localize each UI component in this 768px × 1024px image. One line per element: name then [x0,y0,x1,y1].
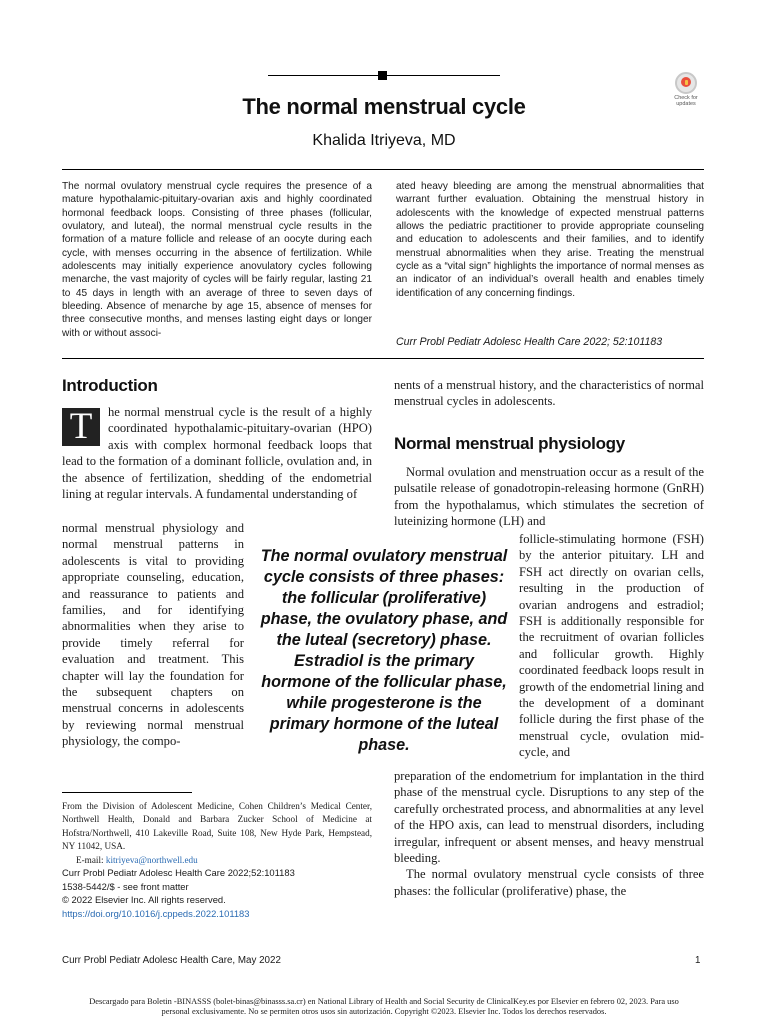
abstract-citation: Curr Probl Pediatr Adolesc Health Care 2022; 52:101183 [396,336,663,348]
drop-cap: T [62,408,100,446]
abstract-top-rule [62,169,704,170]
page-number: 1 [695,955,701,966]
section-heading-physiology: Normal menstrual physiology [394,434,625,453]
journal-reference: Curr Probl Pediatr Adolesc Health Care 2022;52:101183 [62,867,295,878]
affiliation-text: From the Division of Adolescent Medicine, Cohen Children’s Medical Center, Northwell Health, Donald and Barbara Zucker School of Medicine at Hofstra/Northwell, 410 Lakeville Road, Suite 108, New Hyde Park, Hempstead, NY 11042, USA. [62,801,372,852]
intro-paragraph-text: he normal menstrual cycle is the result of a highly coordinated hypothalamic-pituitary-ovarian (HPO) axis with complex hormonal feedback loops that lead to the formation of a dominant follicle, ovulation and, in the absence of fertilization, shedding of the endometrial lining at regular intervals. A fundamental understanding of [62,405,372,502]
physiology-paragraph: Normal ovulation and menstruation occur as a result of the pulsatile release of gonadotropin-releasing hormone (GnRH) from the hypothalamus, which stimulates the secretion of luteinizing hormone (LH) and [394,465,704,529]
article-author: Khalida Itriyeva, MD [312,132,456,149]
check-for-updates-icon [675,72,697,94]
download-notice: Descargado para Boletin -BINASSS (bolet-binas@binasss.sa.cr) en National Library of Health and Social Security de ClinicalKey.es por Elsevier en febrero 02, 2023. Para uso personal exclusivamente. No se permiten otros usos sin autorización. Copyright ©2023. Elsevier Inc. Todos los derechos reservados. [89,997,679,1016]
intro-paragraph [62,404,372,502]
check-for-updates-label: Check for updates [674,95,698,107]
footnote-affiliation [62,800,372,867]
abstract-right-column: ated heavy bleeding are among the menstrual abnormalities that warrant further evaluation. Obtaining the menstrual history in adolescents with the knowledge of expected menstrual patterns allows the pediatric practitioner to provide appropriate counseling and education to adolescents and their families, and to identify menstrual abnormalities when they arise. Treating the menstrual cycle as a “vital sign” highlights the importance of normal menses as an indicator of an individual’s overall health and enables timely identification of any concerning findings. [396,181,704,299]
page-footer-journal: Curr Probl Pediatr Adolesc Health Care, May 2022 [62,955,281,966]
physiology-paragraph-narrow: follicle-stimulating hormone (FSH) by the anterior pituitary. LH and FSH act directly on ovarian cells, resulting in the production of ovarian androgens and estradiol; FSH is additionally responsible for the recruitment of ovarian follicles and follicular growth. Highly coordinated feedback loops result in growth of the endometrial lining and the development of a dominant follicle during the first phase of the menstrual cycle, ovulation mid-cycle, and [519,532,705,760]
article-meta [62,866,372,920]
phases-paragraph: The normal ovulatory menstrual cycle consists of three phases: the follicular (proliferative) phase, the [394,867,704,898]
physiology-paragraph-continued [394,768,704,899]
physiology-paragraph-bottom: preparation of the endometrium for implantation in the third phase of the menstrual cycle. Disruptions to any step of the carefully orchestrated process, and abnormalities at any level of the HPO axis, can lead to menstrual disorders, including irregular, infrequent or absent menses, and heavy menstrual bleeding. [394,769,704,866]
email-label: E-mail: [76,854,106,865]
footnote-rule [62,792,192,793]
issn: 1538-5442/$ - see front matter [62,880,189,892]
header-rule-square [378,71,387,80]
abstract-bottom-rule [62,358,704,359]
abstract-left-column: The normal ovulatory menstrual cycle requires the presence of a mature hypothalamic-pituitary-ovarian axis and highly coordinated hormonal feedback loops. Consisting of three phases (follicular, ovulatory, and luteal), the normal menstrual cycle results in the formation of a mature follicle and release of an oocyte during each cycle, with menses occurring in the absence of fertilization. While adolescents may initially experience anovulatory cycles following menarche, the vast majority of cycles will be fairly regular, lasting 21 to 45 days in length with an average of three to seven days of bleeding. Absence of menarche by age 15, absence of menses for three consecutive months, and menses lasting eight days or longer with or without associ- [62,181,372,339]
pull-quote: The normal ovulatory menstrual cycle consists of three phases: the follicular (proliferative) phase, the ovulatory phase, and the luteal (secretory) phase. Estradiol is the primary hormone of the follicular phase, while progesterone is the primary hormone of the luteal phase. [260,547,508,754]
intro-paragraph-narrow: normal menstrual physiology and normal menstrual patterns in adolescents is vital to providing appropriate counseling, education, and reassurance to patients and families, and for identifying abnormalities when they arise to provide timely referral for evaluation and treatment. This chapter will lay the foundation for the subsequent chapters on menstrual concerns in adolescents by reviewing normal menstrual physiology, the compo- [62,521,244,749]
email-link[interactable]: kitriyeva@northwell.edu [105,854,198,865]
article-title: The normal menstrual cycle [242,94,526,119]
copyright: © 2022 Elsevier Inc. All rights reserved. [62,894,226,906]
right-column-continuation: nents of a menstrual history, and the characteristics of normal menstrual cycles in adolescents. [394,378,704,409]
section-heading-introduction: Introduction [62,376,158,395]
doi-link[interactable]: https://doi.org/10.1016/j.cppeds.2022.101183 [62,907,250,919]
